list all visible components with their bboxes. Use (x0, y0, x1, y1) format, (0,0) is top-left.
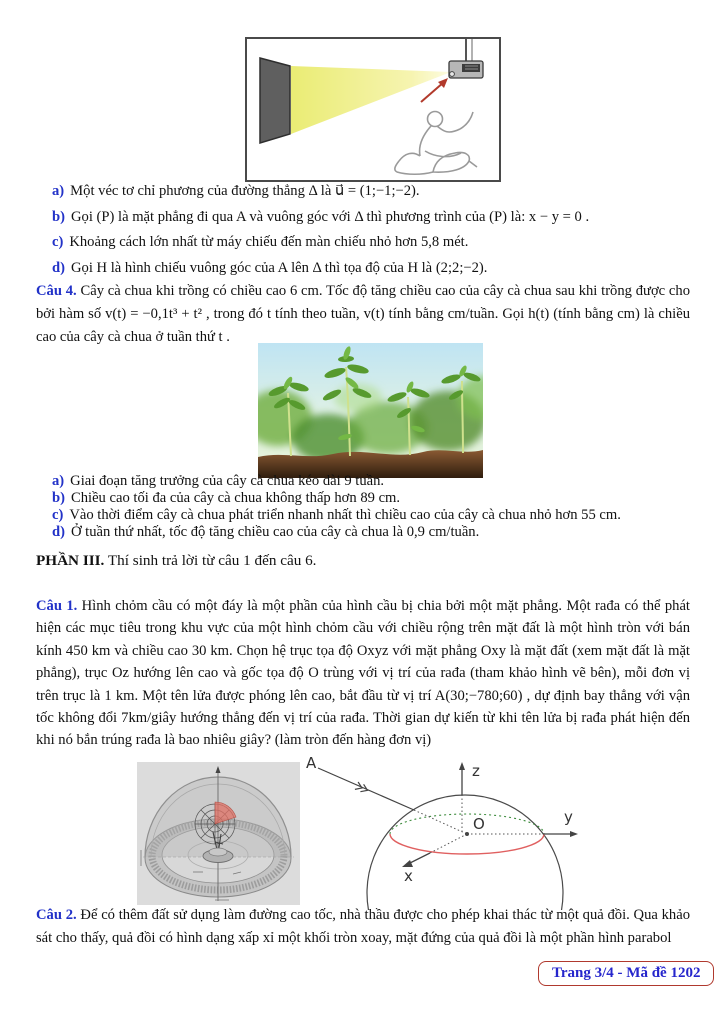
statement-text: Một véc tơ chỉ phương của đường thẳng Δ là u⃗ = (1;−1;−2). (70, 183, 420, 199)
red-arrow (421, 82, 444, 102)
statement-text: Khoảng cách lớn nhất từ máy chiếu đến màn chiếu nhỏ hơn 5,8 mét. (69, 234, 469, 250)
statement-text: Chiều cao tối đa của cây cà chua không thấp hơn 89 cm. (70, 489, 401, 506)
statement-label: c) (52, 234, 64, 250)
question-2-label: Câu 2. (36, 907, 77, 923)
missile-path-dotted (414, 810, 467, 834)
light-beam (291, 66, 451, 134)
statement-label: a) (52, 473, 65, 489)
x-axis-label: x (404, 867, 413, 885)
part-3-text: Thí sinh trả lời từ câu 1 đến câu 6. (107, 552, 317, 569)
statement-label: d) (52, 523, 65, 540)
part-3-header (36, 552, 690, 570)
seated-person-sketch (395, 112, 477, 175)
x-axis (408, 853, 430, 864)
origin-label: O (473, 815, 485, 833)
x-axis-dotted (430, 834, 467, 853)
statement-a (36, 179, 690, 205)
part-3-label: PHẦN III. (36, 552, 105, 569)
question-4 (36, 280, 690, 349)
question-1-text: Hình chỏm cầu có một đáy là một phần của hình cầu bị chia bởi một mặt phẳng. Một rađa có thể phát hiện các mục tiêu trong khu vực của một hình chỏm cầu với chiều rộng trên mặt đất là một hình tròn với bán kính 450 km và chiều cao 30 km. Chọn hệ trục tọa độ Oxyz với mặt phẳng Oxy là mặt đất (xem mặt đất là mặt phẳng), trục Oz hướng lên cao và gốc tọa độ O trùng với vị trí của rađa (tham khảo hình vẽ bên), mỗi đơn vị trên trục là 1 km. Một tên lửa được phóng lên cao, bắt đầu từ vị trí A(30;−780;60) , dự định bay thẳng với vận tốc không đổi 7km/giây hướng thẳng đến vị trí của rađa. Thời gian dự kiến từ khi tên lửa bị rađa phát hiện đến khi nó bắn trúng rađa là bao nhiêu giây? (làm tròn đến hàng đơn vị) (36, 598, 690, 749)
statement-c (36, 230, 690, 256)
statement-text: Giai đoạn tăng trưởng của cây cà chua kéo dài 9 tuần. (70, 473, 385, 489)
radar-dome-figure (137, 762, 300, 905)
sphere-outline (367, 795, 563, 910)
point-a-label: A (306, 754, 317, 772)
statement-label: c) (52, 506, 64, 523)
statement-d (36, 524, 690, 541)
projector-figure-drawing (247, 39, 499, 180)
statement-list-2 (36, 473, 690, 541)
page-footer-text: Trang 3/4 - Mã đề 1202 (552, 965, 701, 981)
statement-label: b) (52, 489, 65, 506)
sphere-diagram-drawing (300, 750, 647, 910)
statement-label: b) (52, 208, 65, 225)
z-axis-label: z (472, 762, 480, 780)
sphere-diagram (300, 750, 647, 910)
origin-dot (465, 832, 469, 836)
question-2-text: Để có thêm đất sử dụng làm đường cao tốc, nhà thầu được cho phép khai thác từ một quả đồi. Qua khảo sát cho thấy, quả đồi có hình dạng xấp xỉ một khối tròn xoay, mặt đứng của quả đồi là một phần hình parabol (36, 907, 690, 946)
question-1 (36, 595, 690, 752)
equator-back-green (390, 814, 544, 834)
projector-lens (450, 72, 455, 77)
projection-screen (260, 58, 290, 143)
radar-dome-drawing (137, 762, 300, 905)
statement-text: Vào thời điểm cây cà chua phát triển nhanh nhất thì chiều cao của cây cà chua nhỏ hơn 55 cm. (69, 506, 621, 523)
y-axis-label: y (564, 808, 573, 826)
projector-figure (245, 37, 501, 182)
statement-text: Ở tuần thứ nhất, tốc độ tăng chiều cao của cây cà chua là 0,9 cm/tuần. (70, 523, 480, 540)
equator-front-red (390, 834, 544, 854)
statement-label: a) (52, 183, 65, 199)
projector-grille (462, 64, 480, 72)
statement-text: Gọi (P) là mặt phẳng đi qua A và vuông góc với Δ thì phương trình của (P) là: x − y = 0 . (70, 208, 590, 225)
question-1-label: Câu 1. (36, 598, 78, 614)
statement-d (36, 256, 690, 282)
statement-b (36, 490, 690, 507)
statement-list-1 (36, 179, 690, 281)
statement-label: d) (52, 259, 65, 276)
question-4-text: Cây cà chua khi trồng có chiều cao 6 cm. Tốc độ tăng chiều cao của cây cà chua sau khi trồng được cho bởi hàm số v(t) = −0,1t³ + t² , trong đó t tính theo tuần, v(t) tính bằng cm/tuần. Gọi h(t) (tính bằng cm) là chiều cao của cây cà chua ở tuần thứ t . (36, 283, 691, 345)
statement-b (36, 205, 690, 231)
question-2 (36, 904, 690, 949)
statement-a (36, 473, 690, 490)
tomato-photo-drawing (258, 343, 483, 478)
page-footer-badge (538, 961, 714, 986)
question-4-label: Câu 4. (36, 283, 77, 299)
tomato-plants-photo (258, 343, 483, 478)
statement-text: Gọi H là hình chiếu vuông góc của A lên Δ thì tọa độ của H là (2;2;−2). (70, 259, 488, 276)
statement-c (36, 507, 690, 524)
